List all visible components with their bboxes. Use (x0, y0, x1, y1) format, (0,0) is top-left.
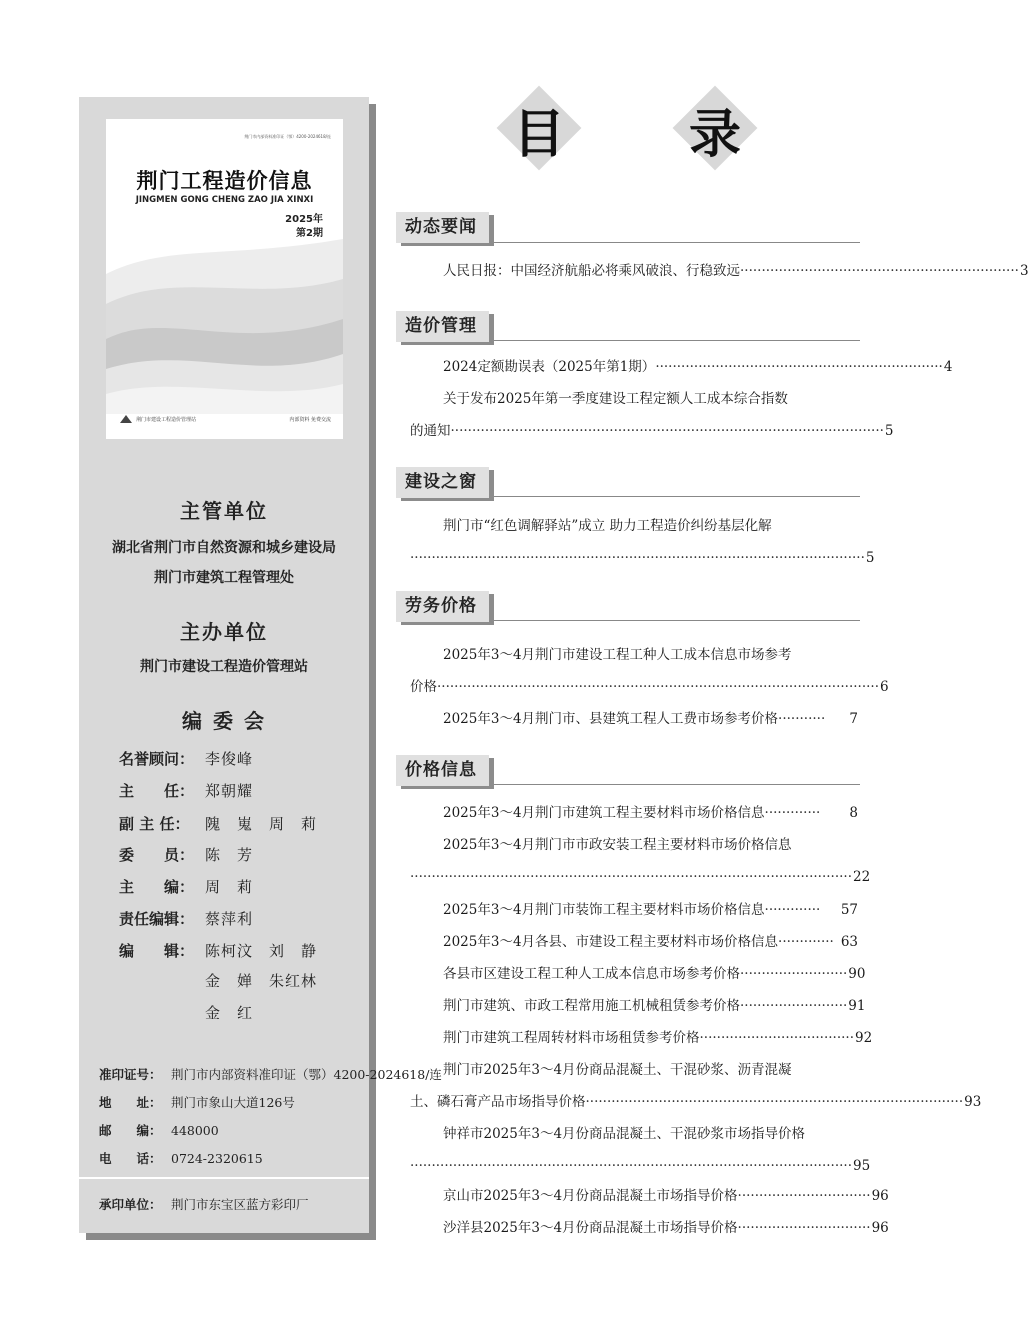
info-label: 电 话： (99, 1151, 162, 1166)
info-label: 承印单位： (99, 1197, 162, 1212)
info-value: 荆门市象山大道126号 (171, 1095, 295, 1110)
toc-entry-title: 2025年3～4月荆门市、县建筑工程人工费市场参考价格 (443, 711, 779, 727)
toc-leader-dots: ··································································· (655, 359, 943, 375)
toc-leader-dots: ············· (764, 902, 821, 918)
toc-entry-page: 5 (865, 550, 875, 566)
sponsor-line: 荆门市建设工程造价管理站 (140, 659, 308, 675)
toc-leader-dots: ······································································································· (410, 1158, 852, 1174)
toc-leader-dots: ······································································································· (437, 679, 879, 695)
committee-row (119, 940, 317, 961)
toc-entry-page: 96 (871, 1188, 889, 1204)
category-header-news[interactable]: 动态要闻 (396, 212, 489, 243)
committee-row (119, 813, 317, 834)
toc-entry[interactable] (443, 358, 953, 376)
toc-leader-dots: ············· (764, 805, 821, 821)
toc-entry[interactable] (443, 997, 866, 1015)
sponsor-title: 主办单位 (180, 620, 268, 644)
toc-entry[interactable] (410, 1157, 871, 1175)
toc-entry-page: 90 (848, 966, 866, 982)
toc-entry-line[interactable]: 荆门市2025年3～4月份商品混凝土、干混砂浆、沥青混凝 (443, 1062, 792, 1078)
toc-entry-title: 的通知 (410, 423, 451, 439)
toc-entry[interactable] (410, 549, 875, 567)
toc-leader-dots: ······························· (737, 1220, 871, 1236)
committee-names: 隗 嵬 周 莉 (205, 815, 318, 833)
toc-entry-title: 2025年3～4月各县、市建设工程主要材料市场价格信息 (443, 934, 779, 950)
toc-entry-page: 22 (853, 869, 871, 885)
toc-entry-page: 93 (964, 1094, 982, 1110)
info-value: 0724-2320615 (171, 1151, 263, 1166)
category-header-price-info[interactable]: 价格信息 (396, 755, 489, 786)
toc-entry-page: 92 (855, 1030, 873, 1046)
committee-label: 副 主 任： (119, 815, 190, 833)
toc-entry[interactable] (443, 804, 858, 822)
toc-leader-dots: ························· (740, 966, 848, 982)
toc-entry-page: 57 (840, 902, 858, 918)
cover-wave-graphic (106, 234, 343, 414)
toc-entry-title: 各县市区建设工程工种人工成本信息市场参考价格 (443, 966, 740, 982)
toc-entry[interactable] (443, 1187, 889, 1205)
toc-entry[interactable] (410, 868, 871, 886)
committee-label: 责任编辑： (119, 910, 195, 928)
supervisor-title: 主管单位 (180, 499, 268, 523)
toc-entry-title: 土、磷石膏产品市场指导价格 (410, 1094, 586, 1110)
toc-leader-dots: ································································· (740, 263, 1019, 279)
committee-names-extra: 金 婵 朱红林 (205, 972, 318, 990)
toc-entry-page: 7 (849, 711, 858, 727)
toc-entry-title: 荆门市建筑、市政工程常用施工机械租赁参考价格 (443, 998, 740, 1014)
toc-entry-title: 2024定额勘误表（2025年第1期） (443, 359, 656, 375)
info-divider (79, 1177, 369, 1179)
toc-entry-page: 8 (849, 805, 858, 821)
toc-entry-title: 价格 (410, 679, 437, 695)
toc-heading-char-1: 目 (512, 104, 565, 165)
toc-leader-dots: ············· (778, 934, 834, 950)
committee-row (119, 908, 253, 929)
toc-entry-line[interactable]: 钟祥市2025年3～4月份商品混凝土、干混砂浆市场指导价格 (443, 1126, 806, 1142)
toc-heading-char-2: 录 (688, 104, 741, 165)
toc-entry-page: 91 (848, 998, 866, 1014)
info-value: 荆门市东宝区蓝方彩印厂 (171, 1197, 309, 1212)
committee-names: 蔡萍利 (205, 910, 254, 928)
info-label: 邮 编： (99, 1123, 162, 1138)
toc-leader-dots: ························································································ (585, 1094, 964, 1110)
info-label: 地 址： (99, 1095, 162, 1110)
toc-entry[interactable] (443, 901, 858, 919)
toc-leader-dots: ··········· (778, 711, 826, 727)
committee-names: 李俊峰 (205, 750, 254, 768)
toc-entry-title: 2025年3～4月荆门市装饰工程主要材料市场价格信息 (443, 902, 765, 918)
info-row-phone (99, 1149, 263, 1167)
toc-entry[interactable] (443, 262, 1029, 280)
toc-entry-page: 6 (880, 679, 889, 695)
supervisor-line-1: 湖北省荆门市自然资源和城乡建设局 (112, 540, 336, 556)
toc-entry[interactable] (443, 710, 858, 728)
toc-leader-dots: ······································································································· (410, 869, 852, 885)
toc-entry-line[interactable]: 2025年3～4月荆门市市政安装工程主要材料市场价格信息 (443, 837, 792, 853)
committee-names: 陈 芳 (205, 846, 254, 864)
info-value: 448000 (171, 1123, 219, 1138)
info-row-printer (99, 1195, 309, 1213)
cover-thumbnail[interactable] (106, 119, 343, 439)
committee-row (119, 748, 253, 769)
toc-entry-title: 2025年3～4月荆门市建筑工程主要材料市场价格信息 (443, 805, 765, 821)
toc-entry-title: 荆门市建筑工程周转材料市场租赁参考价格 (443, 1030, 700, 1046)
committee-label: 主 任： (119, 782, 195, 800)
info-row-address (99, 1093, 295, 1111)
committee-names: 郑朝耀 (205, 782, 254, 800)
committee-names-extra: 金 红 (205, 1004, 254, 1022)
toc-entry-line[interactable]: 关于发布2025年第一季度建设工程定额人工成本综合指数 (443, 391, 788, 407)
toc-entry-line[interactable]: 2025年3～4月荆门市建设工程工种人工成本信息市场参考 (443, 647, 792, 663)
category-header-construction-window[interactable]: 建设之窗 (396, 467, 489, 498)
committee-label: 主 编： (119, 878, 195, 896)
toc-leader-dots: ······························· (737, 1188, 871, 1204)
category-header-labor-price[interactable]: 劳务价格 (396, 591, 489, 622)
info-value: 荆门市内部资料准印证（鄂）4200-2024618/连 (171, 1067, 442, 1082)
cover-permit-text: 荆门市内部资料准印证（鄂）4200-2024618/连 (244, 134, 331, 139)
toc-entry-page: 96 (871, 1220, 889, 1236)
toc-entry[interactable] (443, 933, 858, 951)
committee-names: 周 莉 (205, 878, 254, 896)
toc-leader-dots: ····································································································· (450, 423, 884, 439)
committee-title: 编 委 会 (182, 709, 266, 733)
info-label: 准印证号： (99, 1067, 162, 1082)
committee-row (119, 780, 253, 801)
committee-names: 陈柯汶 刘 静 (205, 942, 318, 960)
toc-entry-page: 3 (1019, 263, 1029, 279)
toc-entry-page: 63 (840, 934, 858, 950)
committee-label: 名誉顾问： (119, 750, 195, 768)
toc-entry-title: 沙洋县2025年3～4月份商品混凝土市场指导价格 (443, 1220, 738, 1236)
toc-entry-title: 人民日报：中国经济航船必将乘风破浪、行稳致远 (443, 263, 740, 279)
cover-publisher: 荆门市建设工程造价管理站 (136, 417, 197, 423)
committee-label: 委 员： (119, 846, 195, 864)
committee-row (119, 876, 253, 897)
toc-leader-dots: ·········································································································· (410, 550, 865, 566)
cover-pinyin: JINGMEN GONG CHENG ZAO JIA XINXI (135, 195, 314, 205)
toc-entry[interactable] (410, 422, 894, 440)
toc-entry[interactable] (443, 1219, 889, 1237)
toc-entry-page: 95 (853, 1158, 871, 1174)
publisher-logo-icon (120, 415, 132, 423)
committee-label: 编 辑： (119, 942, 195, 960)
toc-entry[interactable] (410, 678, 889, 696)
toc-entry-page: 5 (884, 423, 894, 439)
supervisor-line-2: 荆门市建筑工程管理处 (154, 570, 294, 586)
committee-row (119, 844, 253, 865)
category-header-cost-management[interactable]: 造价管理 (396, 311, 489, 342)
toc-entry-line[interactable]: 荆门市“红色调解驿站”成立 助力工程造价纠纷基层化解 (443, 518, 772, 534)
toc-entry-page: 4 (943, 359, 953, 375)
cover-issue: 第2期 (296, 228, 323, 239)
toc-entry[interactable] (443, 1029, 873, 1047)
info-row-postcode (99, 1121, 219, 1139)
toc-leader-dots: ···································· (699, 1030, 854, 1046)
toc-entry[interactable] (443, 965, 866, 983)
toc-entry[interactable] (410, 1093, 982, 1111)
toc-leader-dots: ························· (740, 998, 848, 1014)
cover-title: 荆门工程造价信息 (136, 169, 313, 193)
info-row-permit (99, 1065, 442, 1083)
cover-year: 2025年 (285, 214, 323, 225)
toc-entry-title: 京山市2025年3～4月份商品混凝土市场指导价格 (443, 1188, 738, 1204)
cover-note: 内部资料 免费交流 (289, 417, 331, 423)
